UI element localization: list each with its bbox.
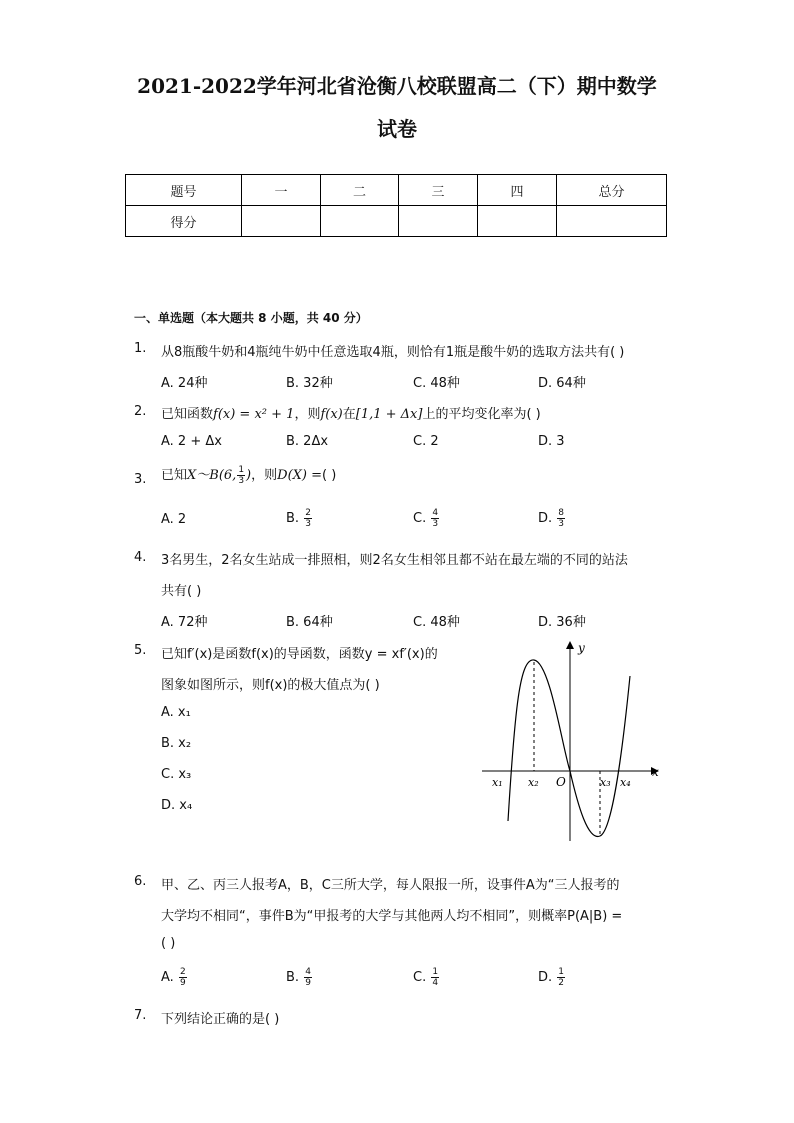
question-stem [161, 403, 541, 422]
score-table-header-row [126, 175, 667, 206]
option-a: A. 2 [161, 512, 187, 527]
stem-text: 在 [342, 407, 356, 422]
question-number: 1. [134, 341, 147, 356]
score-cell [242, 206, 321, 237]
question-stem-line2: 共有( ) [161, 584, 202, 599]
origin-label: O [556, 775, 566, 789]
question-number: 6. [134, 874, 147, 889]
option-d: D. x₄ [161, 798, 193, 813]
option-c: C. $\frac{4}{3}$ [413, 508, 439, 529]
option-b: B. $\frac{2}{3}$ [286, 508, 311, 529]
question-stem-line3: ( ) [161, 936, 176, 951]
option-c: C. x₃ [161, 767, 192, 782]
x1-label: x₁ [492, 776, 503, 789]
score-header-cell: 三 [399, 175, 478, 206]
function-expression: f(x) = x² + 1 [213, 407, 295, 422]
option-b: B. $\frac{4}{9}$ [286, 967, 311, 988]
option-d: D. 36种 [538, 615, 586, 630]
distribution: X～B(6, [187, 468, 237, 483]
option-b: B. x₂ [161, 736, 192, 751]
x-axis-label: x [652, 765, 659, 779]
section-heading: 一、单选题（本大题共 8 小题，共 40 分） [134, 311, 368, 325]
option-a: A. 72种 [161, 615, 208, 630]
question-stem-line1: 3名男生，2名女生站成一排照相，则2名女生相邻且都不站在最左端的不同的站法 [161, 553, 628, 568]
option-b: B. 2Δx [286, 434, 329, 449]
score-header-cell: 总分 [557, 175, 667, 206]
score-row-label: 得分 [126, 206, 242, 237]
question-stem-line1: 甲、乙、丙三人报考A，B，C三所大学，每人限报一所，设事件A为“三人报考的 [161, 878, 620, 893]
stem-text: 已知 [161, 468, 188, 483]
option-d: D. $\frac{8}{3}$ [538, 508, 565, 529]
score-cell [321, 206, 399, 237]
score-header-cell: 二 [321, 175, 399, 206]
option-b: B. 64种 [286, 615, 333, 630]
option-d: D. 64种 [538, 376, 586, 391]
option-a: A. 2 + Δx [161, 434, 222, 449]
stem-text: ，则 [294, 407, 321, 422]
question-stem-line2: 图象如图所示，则f(x)的极大值点为( ) [161, 678, 380, 693]
score-cell [399, 206, 478, 237]
option-a: A. $\frac{2}{9}$ [161, 967, 186, 988]
score-table [125, 174, 667, 237]
question-number: 7. [134, 1008, 147, 1023]
option-d: D. $\frac{1}{2}$ [538, 967, 565, 988]
function-name: f(x) [320, 407, 343, 422]
score-header-cell: 题号 [126, 175, 242, 206]
stem-text: 上的平均变化率为( ) [422, 407, 541, 422]
question-stem-line2: 大学均不相同“，事件B为“甲报考的大学与其他两人均不相同”，则概率P(A|B) = [161, 909, 623, 924]
question-stem [161, 464, 336, 486]
question-number: 3. [134, 472, 147, 487]
stem-text: 已知函数 [161, 407, 214, 422]
fraction: $\frac{1}{3}$ [238, 465, 245, 486]
option-d: D. 3 [538, 434, 565, 449]
option-a: A. x₁ [161, 705, 191, 720]
option-c: C. 48种 [413, 376, 460, 391]
option-c: C. $\frac{1}{4}$ [413, 967, 439, 988]
score-cell [478, 206, 557, 237]
score-cell [557, 206, 667, 237]
score-header-cell: 一 [242, 175, 321, 206]
interval: [1,1 + Δx] [355, 407, 423, 422]
option-c: C. 2 [413, 434, 439, 449]
score-header-cell: 四 [478, 175, 557, 206]
question-stem: 下列结论正确的是( ) [161, 1012, 280, 1027]
x2-label: x₂ [528, 776, 539, 789]
question-stem-line1: 已知f′(x)是函数f(x)的导函数，函数y = xf′(x)的 [161, 647, 438, 662]
variance-expression: D(X) = [277, 468, 322, 483]
stem-text: ( ) [322, 468, 337, 483]
exam-title-line1: 2021-2022学年河北省沧衡八校联盟高二（下）期中数学 [137, 74, 657, 98]
stem-text: ，则 [251, 468, 278, 483]
derivative-graph [470, 636, 670, 846]
question-number: 4. [134, 550, 147, 565]
distribution-close: ) [246, 468, 252, 483]
x4-label: x₄ [620, 776, 631, 789]
option-c: C. 48种 [413, 615, 460, 630]
x3-label: x₃ [600, 776, 611, 789]
question-stem: 从8瓶酸牛奶和4瓶纯牛奶中任意选取4瓶，则恰有1瓶是酸牛奶的选取方法共有( ) [161, 345, 625, 360]
y-axis-label: y [578, 641, 585, 655]
score-table-score-row [126, 206, 667, 237]
question-number: 2. [134, 404, 147, 419]
function-curve [508, 660, 630, 837]
question-number: 5. [134, 643, 147, 658]
exam-title-line2: 试卷 [377, 117, 417, 141]
option-b: B. 32种 [286, 376, 333, 391]
option-a: A. 24种 [161, 376, 208, 391]
